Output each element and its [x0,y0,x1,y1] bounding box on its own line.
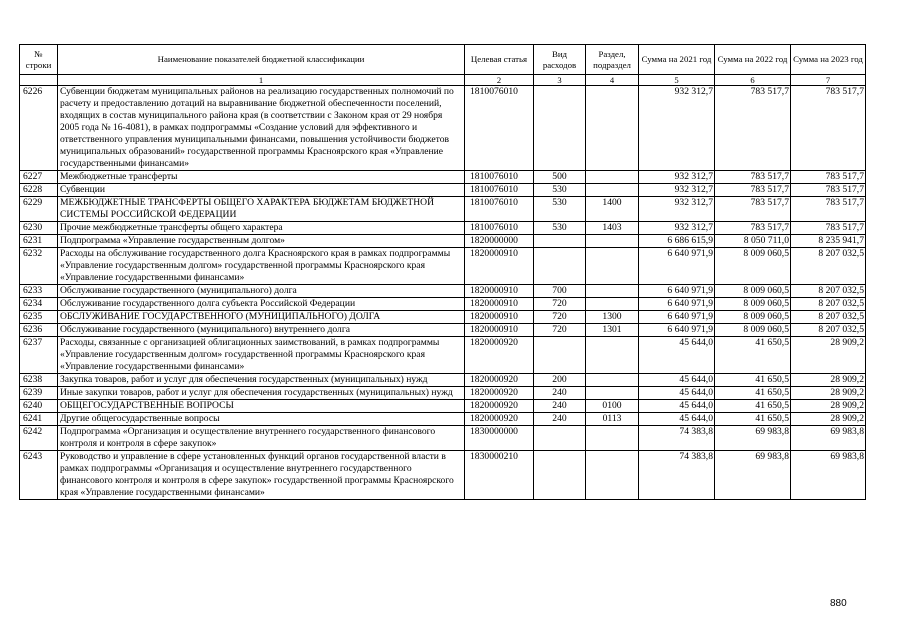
row-number: 6229 [20,197,58,222]
section-code: 0113 [586,413,639,426]
column-number: 6 [715,75,791,86]
column-number: 4 [586,75,639,86]
sum-2022: 783 517,7 [715,184,791,197]
section-code [586,374,639,387]
target-code: 1820000920 [465,387,534,400]
row-name: МЕЖБЮДЖЕТНЫЕ ТРАНСФЕРТЫ ОБЩЕГО ХАРАКТЕРА БЮДЖЕТАМ БЮДЖЕТНОЙ СИСТЕМЫ РОССИЙСКОЙ ФЕДЕРАЦИИ [58,197,465,222]
row-name: Закупка товаров, работ и услуг для обеспечения государственных (муниципальных) нужд [58,374,465,387]
row-number: 6234 [20,298,58,311]
expense-kind [534,451,586,500]
target-code: 1810076010 [465,171,534,184]
sum-2023: 28 909,2 [791,387,866,400]
column-number: 2 [465,75,534,86]
section-code [586,387,639,400]
row-number: 6231 [20,235,58,248]
sum-2023: 8 207 032,5 [791,311,866,324]
row-name: Другие общегосударственные вопросы [58,413,465,426]
header-section: Раздел, подраздел [586,45,639,75]
sum-2023: 69 983,8 [791,451,866,500]
table-row [20,387,866,400]
row-name: Прочие межбюджетные трансферты общего характера [58,222,465,235]
sum-2022: 8 009 060,5 [715,324,791,337]
table-row [20,184,866,197]
row-number: 6233 [20,285,58,298]
row-number: 6236 [20,324,58,337]
target-code: 1830000210 [465,451,534,500]
sum-2022: 41 650,5 [715,337,791,374]
table-row [20,413,866,426]
row-name: Иные закупки товаров, работ и услуг для обеспечения государственных (муниципальных) нужд [58,387,465,400]
table-row [20,298,866,311]
table-row [20,324,866,337]
sum-2022: 783 517,7 [715,86,791,171]
table-row [20,86,866,171]
expense-kind: 530 [534,184,586,197]
sum-2022: 41 650,5 [715,413,791,426]
row-name: Расходы, связанные с организацией облигационных заимствований, в рамках подпрограммы «Управление государственным долгом» государственной программы Красноярского края «Управление государственными финансами» [58,337,465,374]
row-name: Расходы на обслуживание государственного долга Красноярского края в рамках подпрограммы «Управление государственным долгом» государственной программы Красноярского края «Управление государственными финансами» [58,248,465,285]
sum-2022: 69 983,8 [715,451,791,500]
target-code: 1820000000 [465,235,534,248]
section-code [586,298,639,311]
target-code: 1810076010 [465,86,534,171]
row-number: 6235 [20,311,58,324]
target-code: 1810076010 [465,197,534,222]
section-code: 1400 [586,197,639,222]
expense-kind [534,248,586,285]
column-number: 3 [534,75,586,86]
table-row [20,374,866,387]
sum-2021: 932 312,7 [639,184,715,197]
sum-2023: 28 909,2 [791,374,866,387]
row-name: Подпрограмма «Управление государственным долгом» [58,235,465,248]
row-number: 6242 [20,426,58,451]
target-code: 1820000910 [465,311,534,324]
row-name: Подпрограмма «Организация и осуществление внутреннего государственного финансового контроля и контроля в сфере закупок» [58,426,465,451]
column-number: 7 [791,75,866,86]
expense-kind: 240 [534,400,586,413]
expense-kind [534,86,586,171]
row-number: 6240 [20,400,58,413]
expense-kind: 720 [534,311,586,324]
expense-kind: 530 [534,222,586,235]
section-code [586,337,639,374]
row-name: Субвенции бюджетам муниципальных районов на реализацию государственных полномочий по расчету и предоставлению дотаций на выравнивание бюджетной обеспеченности поселений, входящих в состав муниципального района края (в соответствии с Законом края от 29 ноября 2005 года № 16-4081), в рамках подпрограммы «Создание условий для эффективного и ответственного управления муниципальными финансами, повышения устойчивости бюджетов муниципальных образований» государственной программы Красноярского края «Управление государственными финансами» [58,86,465,171]
header-row [20,45,866,75]
sum-2021: 932 312,7 [639,197,715,222]
sum-2022: 8 009 060,5 [715,311,791,324]
target-code: 1820000910 [465,248,534,285]
sum-2021: 6 640 971,9 [639,311,715,324]
section-code [586,426,639,451]
target-code: 1820000920 [465,374,534,387]
expense-kind: 240 [534,387,586,400]
target-code: 1820000910 [465,324,534,337]
target-code: 1820000910 [465,285,534,298]
sum-2023: 783 517,7 [791,184,866,197]
sum-2023: 8 207 032,5 [791,324,866,337]
sum-2021: 45 644,0 [639,374,715,387]
target-code: 1810076010 [465,222,534,235]
expense-kind [534,337,586,374]
section-code: 1300 [586,311,639,324]
sum-2023: 28 909,2 [791,413,866,426]
sum-2023: 783 517,7 [791,171,866,184]
sum-2022: 8 009 060,5 [715,248,791,285]
sum-2023: 783 517,7 [791,197,866,222]
sum-2022: 783 517,7 [715,171,791,184]
header-target: Целевая статья [465,45,534,75]
target-code: 1810076010 [465,184,534,197]
target-code: 1820000920 [465,337,534,374]
row-number: 6238 [20,374,58,387]
section-code [586,285,639,298]
expense-kind [534,235,586,248]
section-code [586,235,639,248]
column-number: 5 [639,75,715,86]
sum-2021: 6 640 971,9 [639,298,715,311]
table-row [20,235,866,248]
expense-kind: 700 [534,285,586,298]
sum-2023: 783 517,7 [791,86,866,171]
header-sum-2021: Сумма на 2021 год [639,45,715,75]
budget-table [19,44,866,500]
table-row [20,222,866,235]
header-row-no: № строки [20,45,58,75]
sum-2023: 8 207 032,5 [791,298,866,311]
section-code [586,171,639,184]
section-code [586,248,639,285]
expense-kind: 240 [534,413,586,426]
target-code: 1820000920 [465,413,534,426]
column-number-empty [20,75,58,86]
expense-kind: 530 [534,197,586,222]
sum-2022: 69 983,8 [715,426,791,451]
sum-2023: 8 235 941,7 [791,235,866,248]
row-name: Субвенции [58,184,465,197]
row-number: 6227 [20,171,58,184]
row-name: Обслуживание государственного (муниципального) долга [58,285,465,298]
row-number: 6239 [20,387,58,400]
row-number: 6230 [20,222,58,235]
row-name: ОБСЛУЖИВАНИЕ ГОСУДАРСТВЕННОГО (МУНИЦИПАЛЬНОГО) ДОЛГА [58,311,465,324]
section-code: 1403 [586,222,639,235]
sum-2021: 932 312,7 [639,222,715,235]
sum-2021: 932 312,7 [639,86,715,171]
table-row [20,311,866,324]
header-sum-2023: Сумма на 2023 год [791,45,866,75]
sum-2023: 69 983,8 [791,426,866,451]
sum-2022: 8 050 711,0 [715,235,791,248]
table-row [20,285,866,298]
sum-2023: 8 207 032,5 [791,285,866,298]
sum-2021: 45 644,0 [639,337,715,374]
section-code: 1301 [586,324,639,337]
sum-2022: 8 009 060,5 [715,285,791,298]
sum-2022: 8 009 060,5 [715,298,791,311]
row-name: Обслуживание государственного долга субъекта Российской Федерации [58,298,465,311]
target-code: 1820000910 [465,298,534,311]
sum-2021: 45 644,0 [639,400,715,413]
row-number: 6237 [20,337,58,374]
row-name: Межбюджетные трансферты [58,171,465,184]
table-row [20,426,866,451]
sum-2021: 45 644,0 [639,413,715,426]
expense-kind: 720 [534,324,586,337]
section-code: 0100 [586,400,639,413]
section-code [586,184,639,197]
sum-2021: 74 383,8 [639,451,715,500]
sum-2021: 932 312,7 [639,171,715,184]
expense-kind [534,426,586,451]
sum-2023: 8 207 032,5 [791,248,866,285]
sum-2023: 28 909,2 [791,400,866,413]
sum-2021: 6 640 971,9 [639,285,715,298]
table-row [20,400,866,413]
expense-kind: 500 [534,171,586,184]
column-number-row [20,75,866,86]
row-name: Обслуживание государственного (муниципального) внутреннего долга [58,324,465,337]
sum-2021: 74 383,8 [639,426,715,451]
sum-2022: 41 650,5 [715,400,791,413]
table-row [20,197,866,222]
table-row [20,171,866,184]
row-name: Руководство и управление в сфере установленных функций органов государственной власти в рамках подпрограммы «Организация и осуществление внутреннего государственного финансового контроля и контроля в сфере закупок» государственной программы Красноярского края «Управление государственными финансами» [58,451,465,500]
sum-2021: 45 644,0 [639,387,715,400]
row-name: ОБЩЕГОСУДАРСТВЕННЫЕ ВОПРОСЫ [58,400,465,413]
sum-2023: 783 517,7 [791,222,866,235]
row-number: 6232 [20,248,58,285]
page-number: 880 [830,598,847,609]
row-number: 6226 [20,86,58,171]
expense-kind: 720 [534,298,586,311]
sum-2023: 28 909,2 [791,337,866,374]
sum-2021: 6 640 971,9 [639,324,715,337]
table-row [20,451,866,500]
header-kind: Вид расходов [534,45,586,75]
sum-2022: 41 650,5 [715,387,791,400]
row-number: 6243 [20,451,58,500]
table-row [20,248,866,285]
target-code: 1820000920 [465,400,534,413]
row-number: 6228 [20,184,58,197]
target-code: 1830000000 [465,426,534,451]
sum-2022: 41 650,5 [715,374,791,387]
column-number: 1 [58,75,465,86]
sum-2021: 6 640 971,9 [639,248,715,285]
sum-2022: 783 517,7 [715,222,791,235]
sum-2021: 6 686 615,9 [639,235,715,248]
header-sum-2022: Сумма на 2022 год [715,45,791,75]
expense-kind: 200 [534,374,586,387]
table-row [20,337,866,374]
row-number: 6241 [20,413,58,426]
sum-2022: 783 517,7 [715,197,791,222]
header-name: Наименование показателей бюджетной классификации [58,45,465,75]
section-code [586,86,639,171]
section-code [586,451,639,500]
